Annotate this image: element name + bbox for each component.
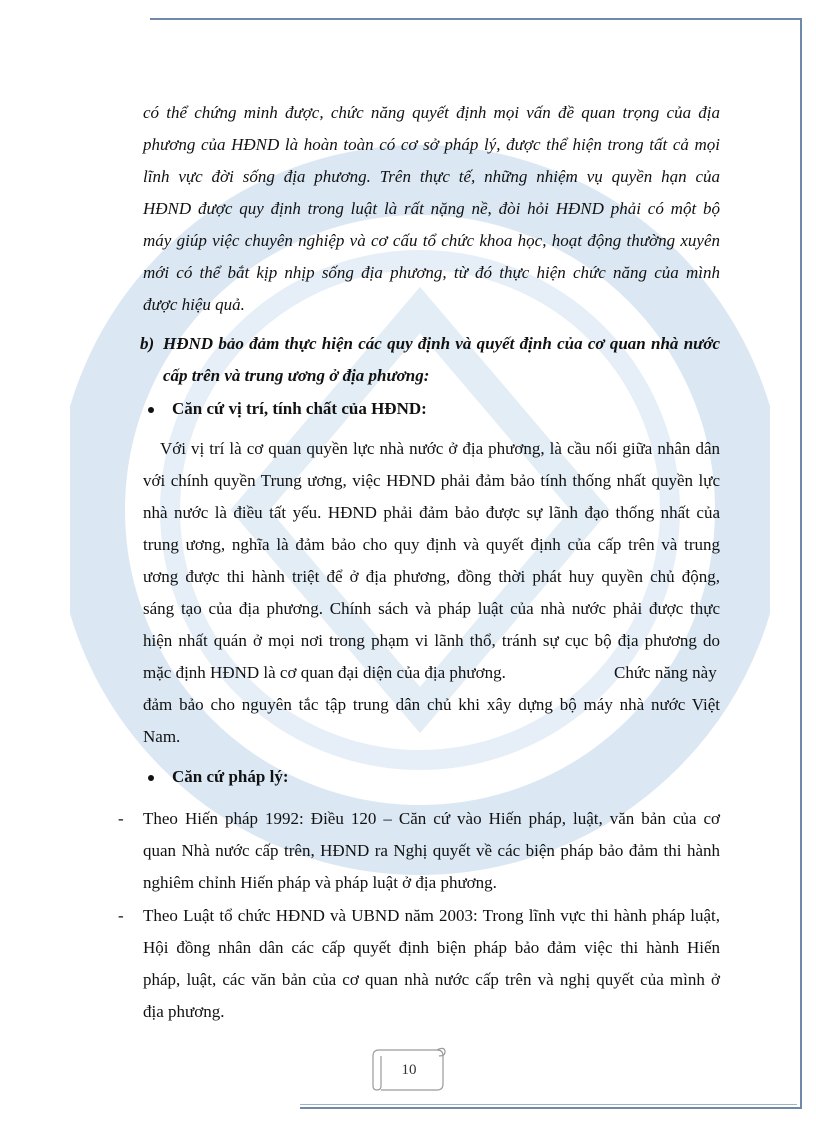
- dash-item-line: nghiêm chỉnh Hiến pháp và pháp luật ở địa phương.: [143, 873, 497, 892]
- paragraph1-line: lĩnh vực đời sống địa phương. Trên thực tế, những nhiệm vụ quyền hạn của: [143, 167, 720, 186]
- paragraph2-line: với chính quyền Trung ương, việc HĐND phải đảm bảo tính thống nhất quyền lực: [143, 471, 720, 490]
- bullet-dot: [148, 407, 154, 413]
- paragraph2-line: Chức năng này: [614, 663, 717, 682]
- page-border-top: [150, 18, 802, 20]
- paragraph1-line: mới có thể bắt kịp nhịp sống địa phương, từ đó thực hiện chức năng của mình: [143, 263, 720, 282]
- paragraph2-line: ương được thi hành triệt để ở địa phương, đồng thời phát huy quyền chủ động,: [143, 567, 720, 586]
- paragraph2-line: trung ương, nghĩa là đảm bảo cho quy định và quyết định của cấp trên và trung: [143, 535, 720, 554]
- paragraph2-line: đảm bảo cho nguyên tắc tập trung dân chủ khi xây dựng bộ máy nhà nước Việt: [143, 695, 720, 714]
- dash-marker: -: [118, 809, 124, 828]
- paragraph1-line: được hiệu quả.: [143, 295, 245, 314]
- page-border-right: [800, 20, 802, 1108]
- bullet-heading: Căn cứ vị trí, tính chất của HĐND:: [172, 399, 427, 418]
- paragraph2-line: Với vị trí là cơ quan quyền lực nhà nước ở địa phương, là cầu nối giữa nhân dân: [160, 439, 720, 458]
- dash-item-line: pháp, luật, các văn bản của cơ quan nhà nước cấp trên và nghị quyết của mình ở: [143, 970, 720, 989]
- dash-item-line: Hội đồng nhân dân các cấp quyết định biện pháp bảo đảm việc thi hành Hiến: [143, 938, 720, 957]
- paragraph2-line: mặc định HĐND là cơ quan đại diện của địa phương.: [143, 663, 506, 682]
- dash-marker: -: [118, 906, 124, 925]
- dash-item-line: Theo Luật tổ chức HĐND và UBND năm 2003: Trong lĩnh vực thi hành pháp luật,: [143, 906, 720, 925]
- page-number: 10: [401, 1062, 417, 1078]
- dash-item-line: Theo Hiến pháp 1992: Điều 120 – Căn cứ vào Hiến pháp, luật, văn bản của cơ: [143, 809, 720, 828]
- dash-item-line: địa phương.: [143, 1002, 225, 1021]
- bullet-dot: [148, 775, 154, 781]
- paragraph2-line: hiện nhất quán ở mọi nơi trong phạm vi lãnh thổ, tránh sự cục bộ địa phương do: [143, 631, 720, 650]
- bullet-heading: Căn cứ pháp lý:: [172, 767, 289, 786]
- heading-marker: b): [140, 334, 155, 353]
- page-border-bottom-inner: [300, 1104, 797, 1105]
- paragraph1-line: HĐND được quy định trong luật là rất nặng nề, đòi hỏi HĐND phải có một bộ: [143, 199, 720, 218]
- paragraph1-line: máy giúp việc chuyên nghiệp và cơ cấu tổ chức khoa học, hoạt động thường xuyên: [143, 231, 720, 250]
- dash-item-line: quan Nhà nước cấp trên, HĐND ra Nghị quyết về các biện pháp bảo đảm thi hành: [143, 841, 720, 860]
- paragraph2-line: sáng tạo của địa phương. Chính sách và pháp luật của nhà nước phải được thực: [143, 599, 720, 618]
- paragraph1-line: phương của HĐND là hoàn toàn có cơ sở pháp lý, được thể hiện trong tất cả mọi: [143, 135, 720, 154]
- paragraph1-line: có thể chứng minh được, chức năng quyết định mọi vấn đề quan trọng của địa: [143, 103, 720, 122]
- paragraph2-line: Nam.: [143, 727, 181, 746]
- heading-line: HĐND bảo đảm thực hiện các quy định và quyết định của cơ quan nhà nước: [163, 334, 720, 353]
- paragraph2-line: nhà nước là điều tất yếu. HĐND phải đảm bảo được sự lãnh đạo thống nhất của: [143, 503, 720, 522]
- heading-line: cấp trên và trung ương ở địa phương:: [163, 366, 430, 385]
- page-border-bottom: [300, 1107, 802, 1109]
